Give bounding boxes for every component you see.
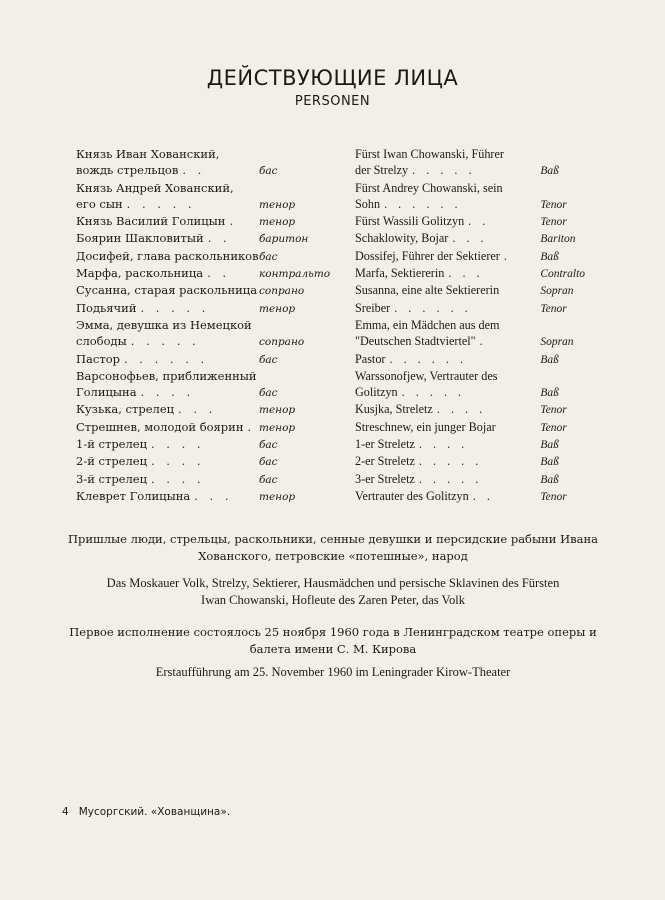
voice-type: сопрано [259,336,305,349]
leader-dots: . . [207,231,231,246]
cast-row [76,146,336,162]
character-name: Клеврет Голицына [76,488,191,503]
chorus-ru-line1: Пришлые люди, стрельцы, раскольники, сенные девушки и персидские рабыни Ивана [67,532,599,546]
character-name: Эмма, девушка из Немецкой [76,317,252,332]
voice-type: Baß [540,165,559,178]
page-number: 4 [62,806,69,818]
cast-row [76,384,336,401]
character-name: Сусанна, старая раскольница [76,283,258,298]
character-name: Marfa, Sektiererin [355,266,445,281]
cast-row [355,196,625,213]
cast-row [76,333,336,350]
voice-type: Tenor [540,490,567,503]
character-name: Князь Андрей Хованский, [76,180,234,195]
footer-text: Мусоргский. «Хованщина». [78,806,231,818]
premiere-ru [58,624,608,658]
character-name: Streschnew, ein junger Bojar [355,419,496,434]
cast-row [76,162,336,179]
cast-row [76,230,336,247]
cast-row [355,265,625,282]
leader-dots: . . . . [418,437,469,452]
voice-type: Bariton [540,233,576,246]
premiere-de-line1: Erstaufführung am 25. November 1960 im Leningrader Kirow-Theater [155,665,511,679]
character-name: Emma, ein Mädchen aus dem [355,317,500,332]
character-name: Князь Василий Голицын [76,214,226,229]
cast-row [355,401,625,418]
leader-dots: . [503,248,511,263]
voice-type: тенор [259,421,296,434]
leader-dots: . . . . . [412,163,476,178]
character-name: Schaklowity, Bojar [355,231,449,246]
character-name: Fürst Andrey Chowanski, sein [355,180,503,195]
cast-row [76,180,336,196]
cast-row [76,300,336,317]
cast-row [355,384,625,401]
leader-dots: . [247,419,256,434]
leader-dots: . . . [452,231,488,246]
character-name: Fürst Iwan Chowanski, Führer [355,147,504,161]
cast-row [355,248,625,265]
cast-row [355,300,625,317]
character-name: Pastor [355,351,386,366]
voice-type: тенор [259,404,296,417]
leader-dots: . . . . . . [123,351,209,366]
character-name: Sreiber [355,300,391,315]
voice-type: бас [259,387,278,400]
cast-row [355,419,625,436]
voice-type: баритон [259,233,309,246]
leader-dots [252,317,259,333]
character-name: Vertrauter des Golitzyn [355,488,469,503]
leader-dots: . . . . . [130,334,200,349]
chorus-ru-line2: Хованского, петровские «потешные», народ [198,549,468,563]
leader-dots [496,419,537,435]
character-name: 1-й стрелец [76,437,147,452]
leader-dots [219,146,259,162]
character-name: der Strelzy [355,163,409,178]
character-name: Стрешнев, молодой боярин [76,419,244,434]
voice-type: Baß [540,250,559,263]
character-name: 1-er Streletz [355,437,415,452]
character-name: 2-й стрелец [76,454,147,469]
character-name: 3-er Streletz [355,471,415,486]
cast-row [355,368,625,384]
cast-row [355,282,625,299]
voice-type: Tenor [540,421,567,434]
leader-dots: . . . . [151,437,205,452]
cast-row [355,471,625,488]
character-name: Подьячий [76,300,137,315]
leader-dots: . . . . . . [384,196,462,211]
character-name: Warssonofjew, Vertrauter des [355,368,498,383]
character-name: "Deutschen Stadtviertel" [355,334,476,349]
voice-type: Sopran [540,285,574,298]
character-name: Варсонофьев, приближенный [76,368,257,383]
character-name: Кузька, стрелец [76,402,175,417]
leader-dots: . . [472,488,494,503]
cast-row [76,401,336,418]
cast-row [76,317,336,333]
character-name: 2-er Streletz [355,454,415,469]
leader-dots: . . . [178,402,217,417]
leader-dots [234,180,259,196]
voice-type: Contralto [540,268,586,281]
cast-row [76,453,336,470]
character-name: слободы [76,334,127,349]
chorus-ru [58,531,608,565]
cast-row [76,213,336,230]
character-name: Dossifej, Führer der Sektierer [355,248,500,263]
premiere-ru-line2: балета имени С. М. Кирова [249,642,417,656]
leader-dots: . . . . [140,385,195,400]
voice-type: Baß [540,456,559,469]
leader-dots [503,180,537,196]
character-name: вождь стрельцов [76,163,179,178]
character-name: 3-й стрелец [76,471,147,486]
voice-type: бас [259,439,278,452]
page-title: ДЕЙСТВУЮЩИЕ ЛИЦА [206,66,459,90]
voice-type: бас [259,456,278,469]
cast-row [355,453,625,470]
leader-dots [499,282,536,298]
voice-type: Tenor [540,216,567,229]
character-name: Князь Иван Хованский, [76,147,220,161]
leader-dots [504,146,536,162]
voice-type: сопрано [259,285,305,298]
leader-dots: . . . . [436,402,487,417]
leader-dots: . [229,214,238,229]
voice-type: контральто [259,268,331,281]
voice-type: тенор [259,490,296,503]
cast-row [355,162,625,179]
voice-type: бас [259,473,278,486]
premiere-de [58,664,608,681]
voice-type: бас [259,250,278,263]
character-name: Досифей, глава раскольников [76,248,259,263]
character-name: Боярин Шакловитый [76,231,204,246]
voice-type: тенор [259,302,296,315]
chorus-de-line1: Das Moskauer Volk, Strelzy, Sektierer, Hausmädchen und persische Sklavinen des Fürsten [106,576,560,590]
voice-type: тенор [259,216,296,229]
cast-row [76,265,336,282]
voice-type: Tenor [540,198,567,211]
cast-row [355,213,625,230]
cast-row [76,248,336,265]
character-name: Пастор [76,351,120,366]
leader-dots: . . . . . . [394,300,472,315]
leader-dots: . . . . . [140,300,210,315]
cast-row [76,368,336,384]
cast-row [355,333,625,350]
leader-dots: . . . [448,266,484,281]
voice-type: Tenor [540,404,567,417]
leader-dots [498,368,537,384]
character-name: Fürst Wassili Golitzyn [355,214,465,229]
cast-row [355,230,625,247]
leader-dots: . . . . [151,454,205,469]
voice-type: бас [259,165,278,178]
leader-dots: . . . [194,488,233,503]
leader-dots: . [479,334,487,349]
cast-row [76,196,336,213]
cast-row [355,180,625,196]
russian-cast-list [76,146,336,505]
leader-dots: . . . . [151,471,205,486]
chorus-de-line2: Iwan Chowanski, Hofleute des Zaren Peter, das Volk [201,593,465,607]
chorus-de [58,575,608,609]
voice-type: Baß [540,439,559,452]
leader-dots: . . . . . [418,471,483,486]
cast-row [355,351,625,368]
voice-type: бас [259,353,278,366]
cast-row [355,488,625,505]
cast-row [355,317,625,333]
character-name: Марфа, раскольница [76,266,204,281]
page-footer [62,806,230,818]
leader-dots: . . [468,214,490,229]
voice-type: тенор [259,198,296,211]
character-name: Sohn [355,196,381,211]
leader-dots [257,368,261,384]
leader-dots: . . [207,266,231,281]
voice-type: Baß [540,387,559,400]
cast-row [355,436,625,453]
character-name: Golitzyn [355,385,398,400]
leader-dots: . . . . . [401,385,466,400]
leader-dots: . . [182,163,206,178]
character-name: его сын [76,196,123,211]
cast-row [76,419,336,436]
leader-dots: . . . . . [418,454,483,469]
leader-dots: . . . . . [126,196,196,211]
leader-dots [500,317,537,333]
cast-row [76,436,336,453]
leader-dots: . . . . . . [389,351,467,366]
cast-row [76,488,336,505]
voice-type: Tenor [540,302,567,315]
voice-type: Sopran [540,336,574,349]
german-cast-list [355,146,625,505]
cast-row [76,282,336,299]
character-name: Kusjka, Streletz [355,402,433,417]
cast-row [76,471,336,488]
character-name: Susanna, eine alte Sektiererin [355,283,500,298]
cast-row [355,146,625,162]
character-name: Голицына [76,385,137,400]
voice-type: Baß [540,353,559,366]
cast-row [76,351,336,368]
premiere-ru-line1: Первое исполнение состоялось 25 ноября 1960 года в Ленинградском театре оперы и [69,625,597,639]
page-subtitle: PERSONEN [294,94,371,109]
voice-type: Baß [540,473,559,486]
